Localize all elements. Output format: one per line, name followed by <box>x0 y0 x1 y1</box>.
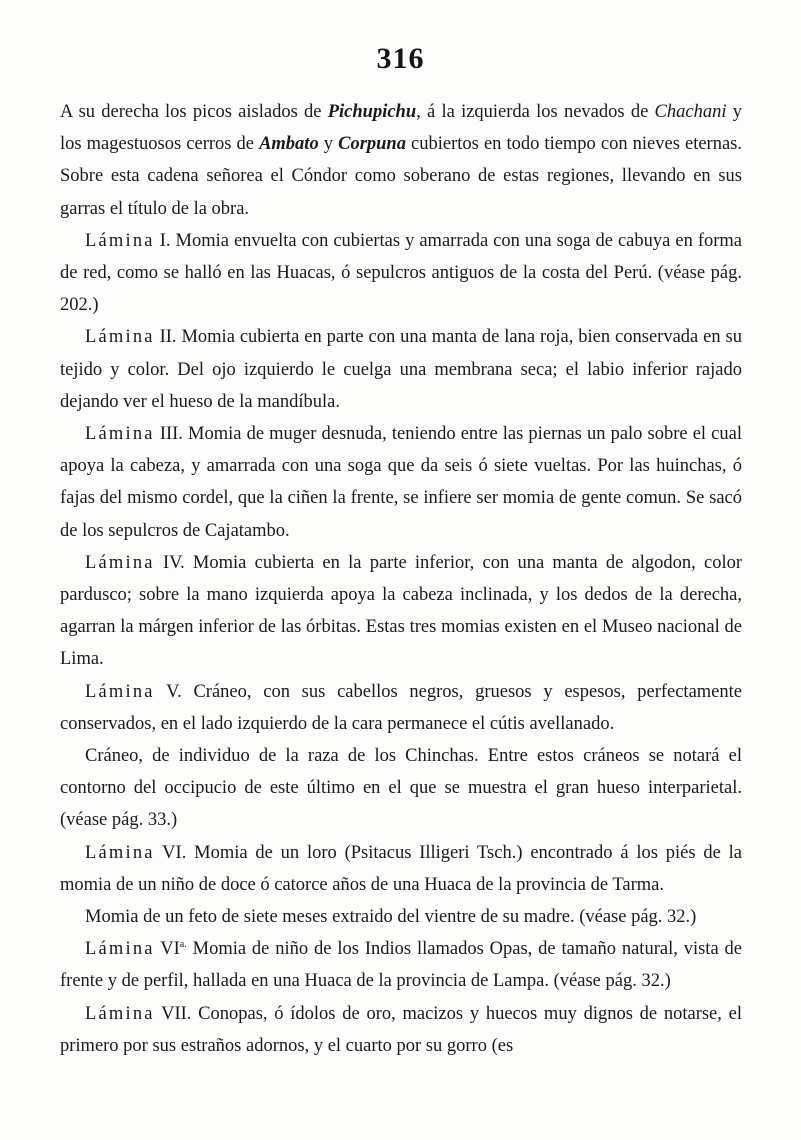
italic-name: Ambato <box>259 134 319 155</box>
text-run: cubiertos en todo tiempo con nieves eternas. Sobre esta cadena señorea el Cóndor como soberano de estas regiones, llevando en sus garras el título de la obra. <box>60 134 743 219</box>
text-run: I. Momia envuelta con cubiertas y amarrada con una soga de cabuya en forma de red, como se halló en las Huacas, ó sepulcros antiguos de la costa del Perú. (véase pág. 202.) <box>60 230 742 316</box>
text-run: Cráneo, de individuo de la raza de los Chinchas. Entre estos cráneos se notará el contorno del occipucio de este último en el que se muestra el gran hueso interparietal. (véase pág. 33.) <box>60 746 742 831</box>
plate-label: Lámina <box>85 939 155 960</box>
paragraph <box>60 998 742 1062</box>
text-run: VI. Momia de un loro (Psitacus Illigeri Tsch.) encontrado á los piés de la momia de un niño de doce ó catorce años de una Huaca de la provincia de Tarma. <box>60 842 742 895</box>
paragraph <box>60 547 742 676</box>
plate-label: Lámina <box>85 424 155 445</box>
paragraph <box>60 740 742 837</box>
paragraph <box>60 837 742 901</box>
paragraph <box>60 933 742 997</box>
bold-name <box>338 134 406 154</box>
plate-label: Lámina <box>85 327 155 348</box>
paragraph <box>60 901 742 933</box>
paragraph <box>60 96 742 225</box>
paragraph <box>60 225 742 322</box>
text-run: II. Momia cubierta en parte con una manta de lana roja, bien conservada en su tejido y color. Del ojo izquierdo le cuelga una membrana seca; el labio inferior rajado dejando ver el hueso de la mandíbula. <box>60 327 742 412</box>
bold-name <box>328 102 416 122</box>
paragraph <box>60 676 742 740</box>
text-run: III. Momia de muger desnuda, teniendo entre las piernas un palo sobre el cual apoya la cabeza, y amarrada con una soga que da seis ó siete vueltas. Por las huinchas, ó fajas del mismo cordel, que la ciñen la frente, se infiere ser momia de gente comun. Se sacó de los sepulcros de Cajatambo. <box>60 424 742 541</box>
text-run: V. Cráneo, con sus cabellos negros, gruesos y espesos, perfectamente conservados, en el lado izquierdo de la cara permanece el cútis avellanado. <box>60 681 742 734</box>
italic-name: Corpuna <box>338 134 406 155</box>
plate-label: Lámina <box>85 552 155 573</box>
italic-name: Pichupichu <box>327 102 417 122</box>
text-run: A su derecha los picos aislados de <box>60 102 328 122</box>
plate-label: Lámina <box>85 1003 155 1024</box>
page-number: 316 <box>376 42 425 75</box>
text-run: y <box>318 134 339 155</box>
text-run: Momia de un feto de siete meses extraido del vientre de su madre. (véase pág. 32.) <box>85 907 697 928</box>
superscript: a. <box>179 939 187 951</box>
paragraph <box>60 321 742 418</box>
body-text <box>60 96 742 1062</box>
plate-label: Lámina <box>85 681 155 702</box>
italic-name: Chachani <box>654 102 727 122</box>
plate-label: Lámina <box>85 842 155 863</box>
paragraph <box>60 418 742 547</box>
text-run: VI <box>154 939 180 960</box>
text-run: y los magestuosos cerros de <box>60 102 742 155</box>
text-run: VII. Conopas, ó ídolos de oro, macizos y huecos muy dignos de notarse, el primero por sus estraños adornos, y el cuarto por su gorro (es <box>60 1003 742 1056</box>
text-run: IV. Momia cubierta en la parte inferior, con una manta de algodon, color pardusco; sobre la mano izquierda apoya la cabeza inclinada, y los dedos de la derecha, agarran la márgen inferior de las órbitas. Estas tres momias existen en el Museo nacional de Lima. <box>60 552 742 670</box>
text-run: , á la izquierda los nevados de <box>416 102 655 122</box>
bold-name <box>259 134 319 154</box>
text-run: Momia de niño de los Indios llamados Opas, de tamaño natural, vista de frente y de perfil, hallada en una Huaca de la provincia de Lampa. (véase pág. 32.) <box>60 939 742 992</box>
plate-label: Lámina <box>85 230 155 251</box>
